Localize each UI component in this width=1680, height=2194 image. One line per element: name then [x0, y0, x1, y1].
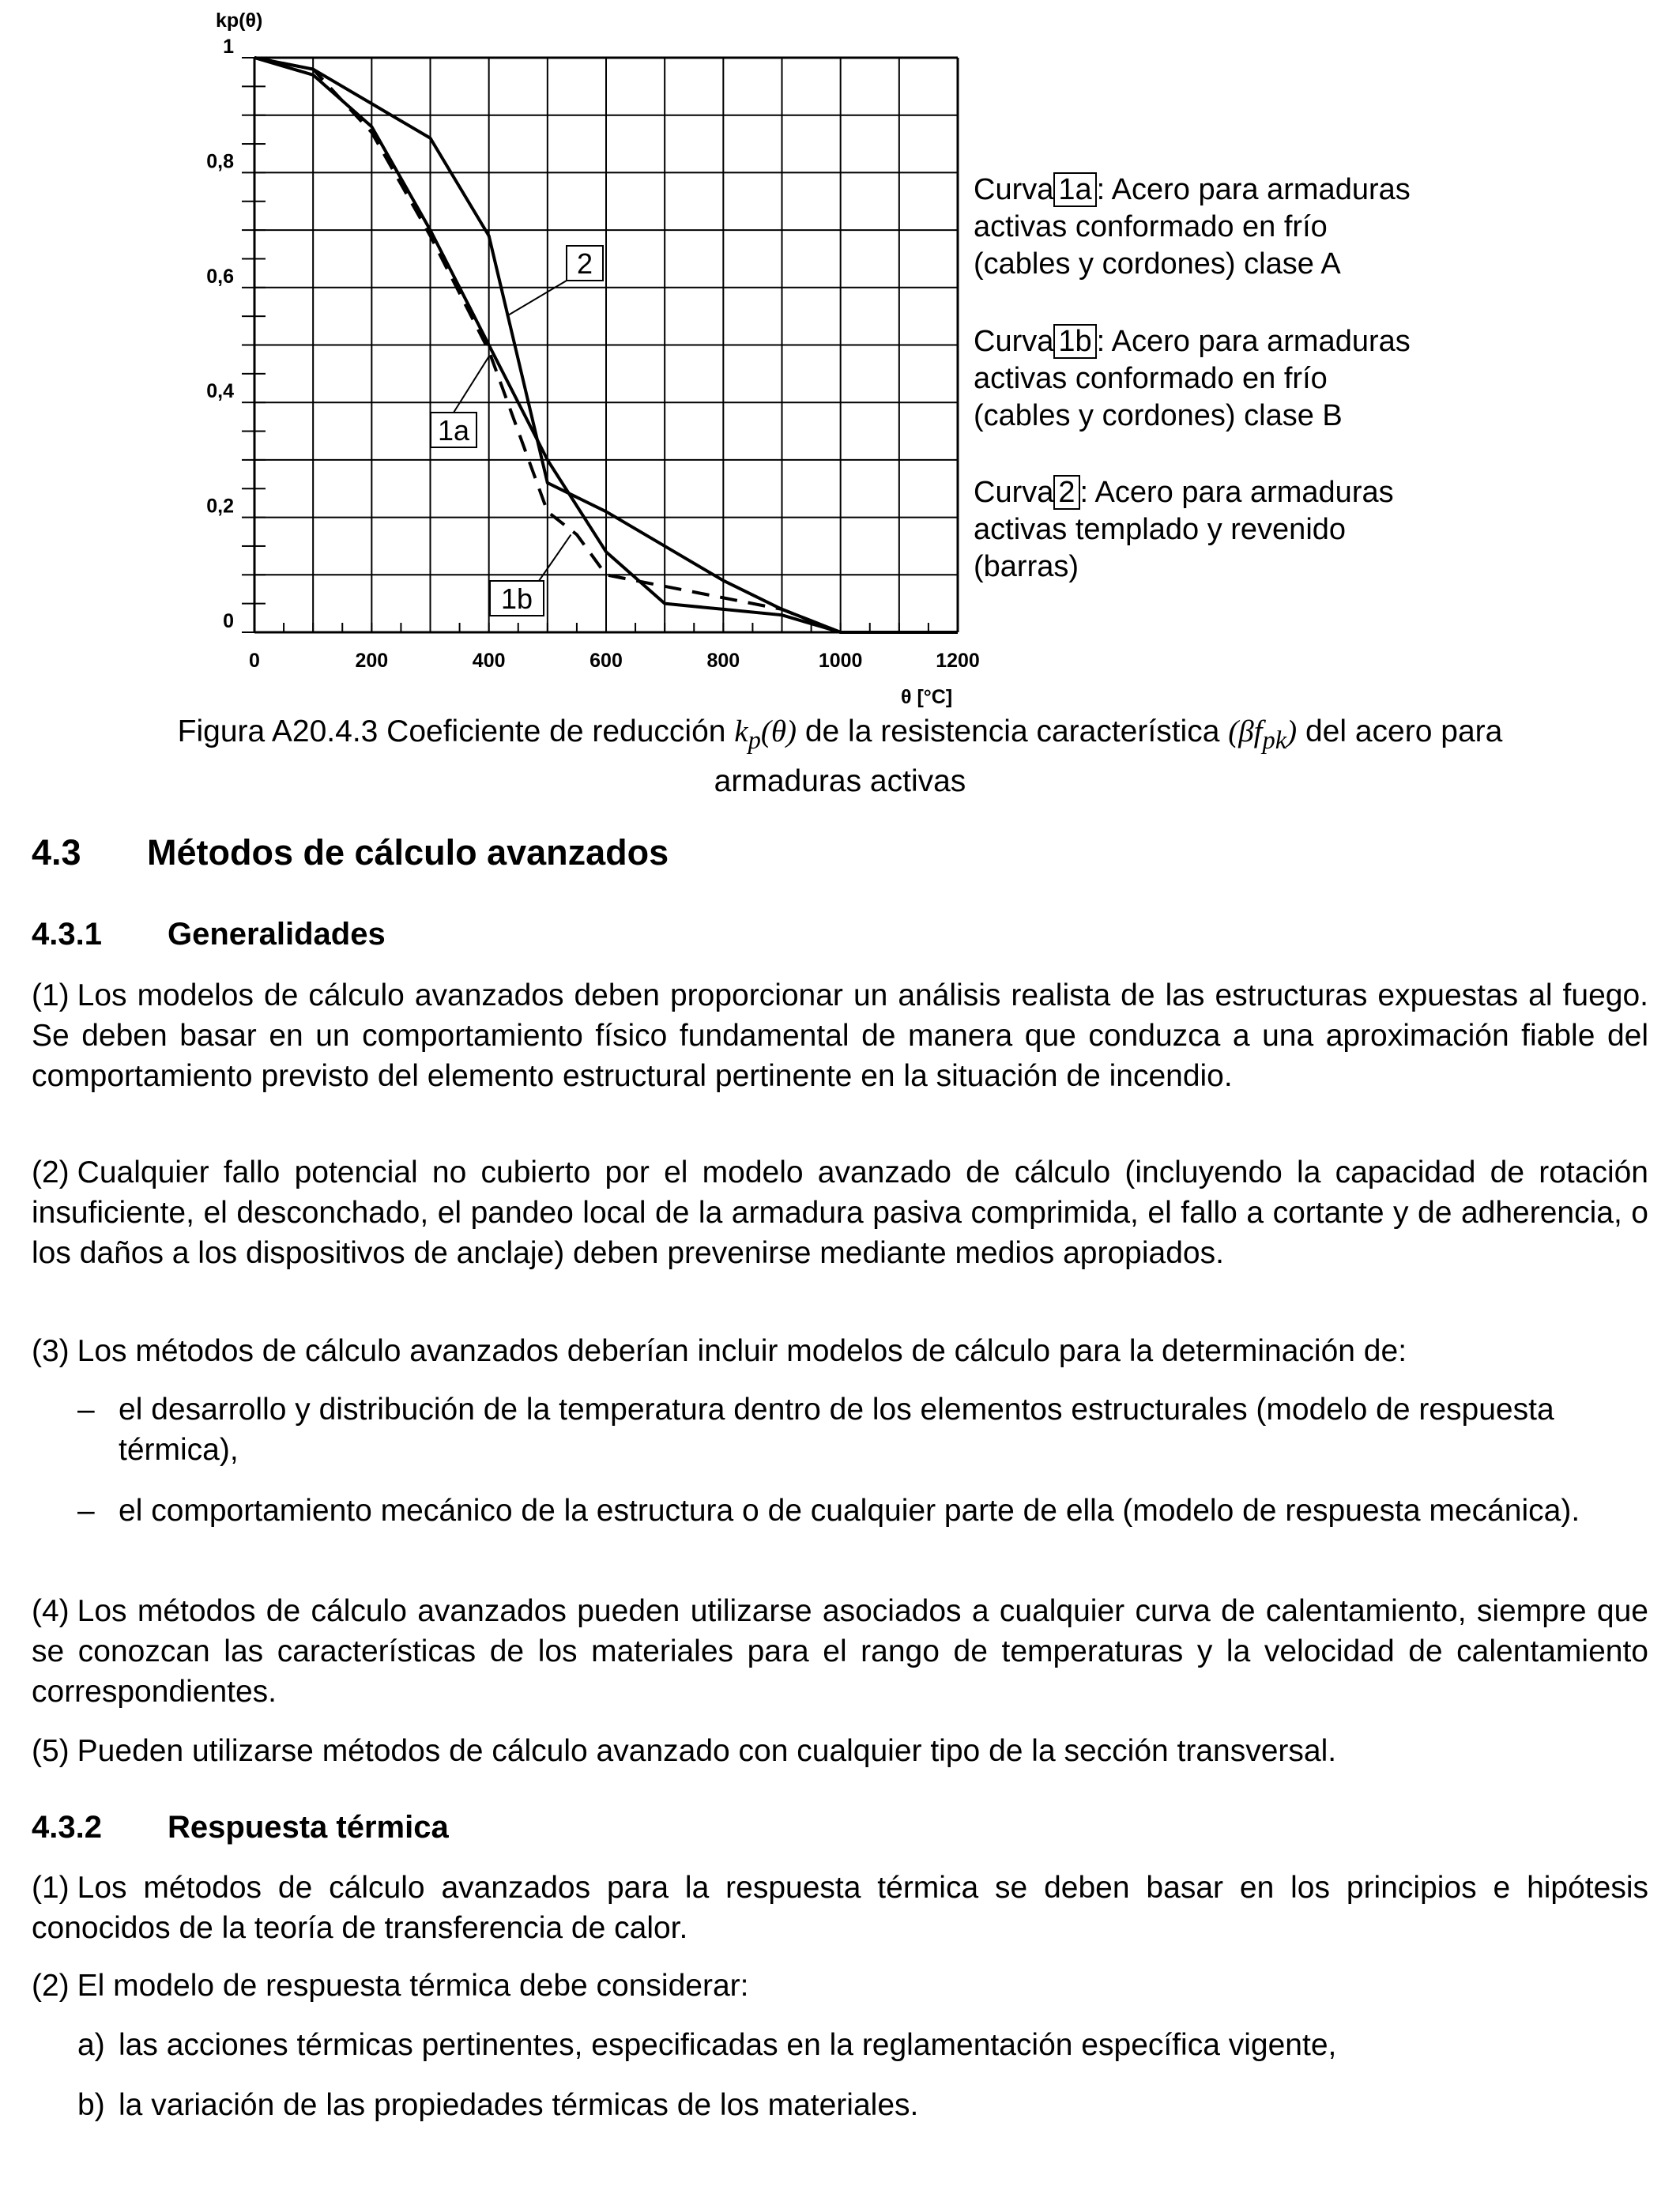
y-tick-label: 0,2 — [206, 495, 234, 518]
legend-box: 2 — [1053, 475, 1079, 510]
paragraph — [32, 1966, 1648, 2006]
callout-leader-1b — [539, 534, 571, 581]
paragraph-number: (5) — [32, 1734, 70, 1768]
subsection-title: Generalidades — [168, 917, 386, 952]
y-axis-label: kp(θ) — [216, 9, 263, 32]
paragraph — [32, 1868, 1648, 1948]
x-tick-label: 1000 — [818, 650, 863, 672]
paragraph-text: Los métodos de cálculo avanzados deberían incluir modelos de cálculo para la determinación de: — [77, 1334, 1407, 1368]
section-number: 4.3 — [32, 832, 81, 873]
figure-caption — [0, 711, 1680, 801]
list-item — [77, 2085, 1648, 2125]
paragraph-text: El modelo de respuesta térmica debe considerar: — [77, 1969, 749, 2003]
subsection-heading — [32, 1810, 449, 1845]
y-tick-label: 0 — [223, 610, 234, 632]
caption-symbol: (θ) — [760, 714, 797, 748]
y-tick-label: 1 — [223, 36, 234, 58]
paragraph-number: (3) — [32, 1334, 70, 1368]
caption-text: Figura A20.4.3 Coeficiente de reducción — [177, 714, 735, 748]
subsection-heading — [32, 917, 386, 952]
legend-box: 1a — [1053, 172, 1096, 207]
legend-prefix: Curva — [974, 173, 1054, 206]
list-item — [77, 1491, 1648, 1531]
paragraph-text: Pueden utilizarse métodos de cálculo avanzado con cualquier tipo de la sección transversal. — [77, 1734, 1337, 1768]
legend-text: activas conformado en frío — [974, 210, 1328, 243]
list-item — [77, 1389, 1648, 1470]
list-item-text: el desarrollo y distribución de la temperatura dentro de los elementos estructurales (modelo de respuesta térmica), — [119, 1393, 1554, 1467]
x-tick-label: 0 — [249, 650, 260, 672]
caption-symbol: k — [734, 714, 748, 748]
x-tick-label: 1200 — [936, 650, 980, 672]
paragraph — [32, 975, 1648, 1096]
callout-label-1b: 1b — [500, 582, 533, 615]
subsection-title: Respuesta térmica — [168, 1810, 449, 1845]
list-item-text: el comportamiento mecánico de la estructura o de cualquier parte de ella (modelo de respuesta mecánica). — [119, 1494, 1580, 1528]
paragraph-text: Cualquier fallo potencial no cubierto por el modelo avanzado de cálculo (incluyendo la capacidad de rotación insuficiente, el desconchado, el pandeo local de la armadura pasiva comprimida, el fallo a cortante y de adherencia, o los daños a los dispositivos de anclaje) deben prevenirse mediante medios apropiados. — [32, 1155, 1648, 1270]
list-marker: a) — [77, 2028, 105, 2062]
legend-1a — [974, 172, 1411, 283]
section-heading — [32, 832, 669, 873]
y-tick-label: 0,4 — [206, 380, 234, 403]
legend-text: : Acero para armaduras — [1096, 325, 1411, 358]
paragraph-text: Los modelos de cálculo avanzados deben proporcionar un análisis realista de las estructuras expuestas al fuego. Se deben basar en un comportamiento físico fundamental de manera que conduzca a una aproximación fiable del comportamiento previsto del elemento estructural pertinente en la situación de incendio. — [32, 978, 1648, 1093]
paragraph-number: (1) — [32, 1871, 70, 1905]
legend-text: : Acero para armaduras — [1079, 476, 1394, 509]
caption-text: del acero para — [1297, 714, 1503, 748]
chart-grid — [254, 58, 958, 632]
legend-text: (barras) — [974, 550, 1079, 583]
chart-callouts — [431, 246, 603, 616]
list-marker: – — [77, 1494, 95, 1528]
legend-text: activas conformado en frío — [974, 362, 1328, 395]
paragraph — [32, 1591, 1648, 1712]
paragraph-number: (2) — [32, 1969, 70, 2003]
legend-prefix: Curva — [974, 476, 1054, 509]
list-item-text: la variación de las propiedades térmicas de los materiales. — [119, 2088, 919, 2122]
legend-text: activas templado y revenido — [974, 513, 1347, 546]
paragraph-number: (1) — [32, 978, 70, 1012]
list-marker: – — [77, 1393, 95, 1427]
legend-box: 1b — [1053, 324, 1096, 359]
paragraph-number: (4) — [32, 1594, 70, 1628]
list-marker: b) — [77, 2088, 105, 2122]
paragraph — [32, 1152, 1648, 1273]
callout-label-1a: 1a — [437, 414, 470, 447]
subsection-number: 4.3.2 — [32, 1810, 102, 1845]
caption-symbol: (βf — [1228, 714, 1263, 748]
chart-ticks — [206, 36, 980, 672]
caption-symbol: ) — [1286, 714, 1298, 748]
x-tick-label: 400 — [472, 650, 506, 672]
callout-label-2: 2 — [576, 247, 593, 280]
list-item-text: las acciones térmicas pertinentes, especificadas en la reglamentación específica vigente, — [119, 2028, 1337, 2062]
x-axis-label: θ [°C] — [901, 686, 953, 708]
paragraph-text: Los métodos de cálculo avanzados pueden utilizarse asociados a cualquier curva de calentamiento, siempre que se conozcan las características de los materiales para el rango de temperaturas y la velocidad de calentamiento correspondientes. — [32, 1594, 1648, 1709]
x-tick-label: 200 — [355, 650, 389, 672]
paragraph-number: (2) — [32, 1155, 70, 1189]
caption-subscript: p — [748, 726, 761, 755]
y-tick-label: 0,6 — [206, 265, 234, 288]
paragraph-text: Los métodos de cálculo avanzados para la respuesta térmica se deben basar en los principios e hipótesis conocidos de la teoría de transferencia de calor. — [32, 1871, 1648, 1945]
callout-leader-2 — [507, 281, 567, 316]
y-tick-label: 0,8 — [206, 150, 234, 173]
legend-text: (cables y cordones) clase B — [974, 399, 1343, 432]
x-tick-label: 800 — [706, 650, 740, 672]
caption-text: armaduras activas — [714, 763, 966, 798]
caption-subscript: pk — [1262, 726, 1287, 755]
subsection-number: 4.3.1 — [32, 917, 102, 952]
legend-1b — [974, 323, 1411, 435]
reduction-factor-chart — [0, 0, 1680, 711]
x-tick-label: 600 — [590, 650, 623, 672]
legend-text: : Acero para armaduras — [1096, 173, 1411, 206]
legend-text: (cables y cordones) clase A — [974, 247, 1341, 281]
paragraph — [32, 1731, 1648, 1771]
callout-leader-1a — [454, 356, 489, 413]
legend-prefix: Curva — [974, 325, 1054, 358]
paragraph — [32, 1331, 1648, 1371]
list-item — [77, 2025, 1648, 2065]
section-title: Métodos de cálculo avanzados — [147, 832, 669, 873]
caption-text: de la resistencia característica — [796, 714, 1229, 748]
legend-2 — [974, 474, 1394, 586]
